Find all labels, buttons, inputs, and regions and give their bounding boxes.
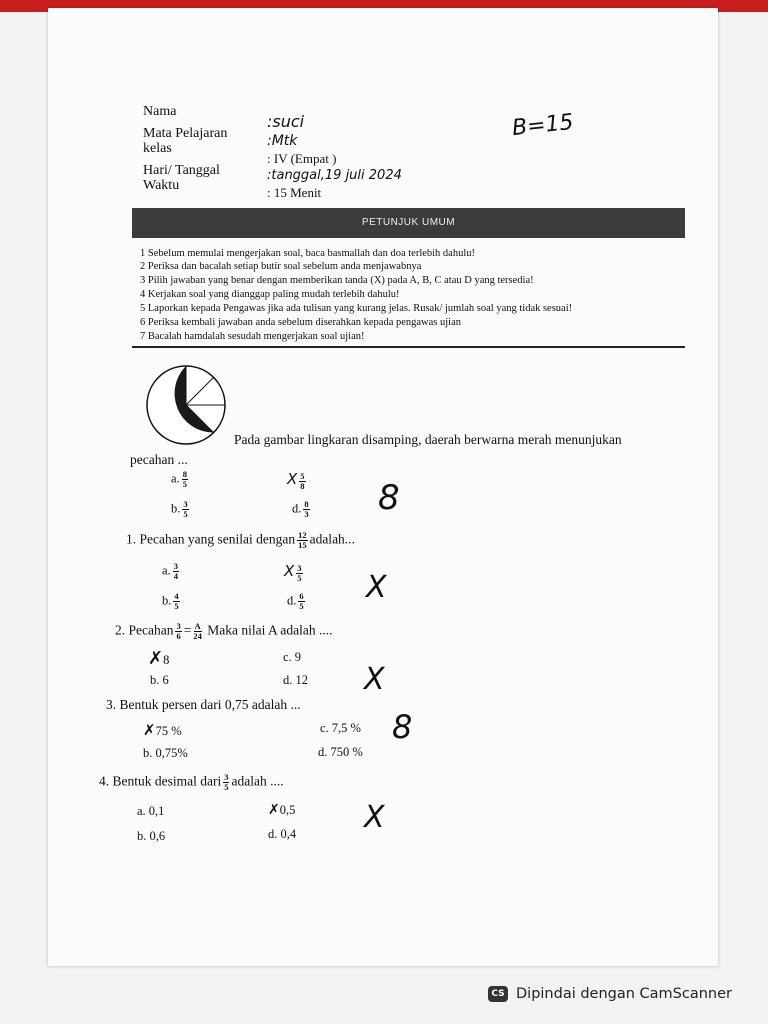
score-note: B=15 — [510, 109, 575, 142]
divider-line — [132, 346, 685, 348]
rule-item: 6 Periksa kembali jawaban anda sebelum diserahkan kepada pengawas ujian — [140, 317, 462, 328]
q1-text: 1. Pecahan yang senilai dengan $\frac{12}{15}$ adalah... — [126, 530, 355, 550]
camscanner-text: Dipindai dengan CamScanner — [516, 986, 733, 1002]
field-value-mapel: :Mtk — [267, 133, 298, 149]
rule-item: 2 Periksa dan bacalah setiap butir soal sebelum anda menjawabnya — [140, 261, 422, 272]
instructions-banner: PETUNJUK UMUM — [132, 208, 685, 238]
field-label-mapel: Mata Pelajaran — [143, 126, 228, 141]
q3-text: 3. Bentuk persen dari 0,75 adalah ... — [106, 697, 301, 712]
q4-option-c: ✗0,5 — [268, 802, 296, 818]
rule-item: 4 Kerjakan soal yang dianggap paling mudah terlebih dahulu! — [140, 289, 400, 300]
q2-option-c: c. 9 — [283, 650, 302, 664]
q4-text: 4. Bentuk desimal dari $\frac{3}{5}$ adalah .... — [99, 772, 284, 792]
q4-option-d: d. 0,4 — [268, 827, 297, 841]
q2-option-a: ✗8 — [148, 648, 170, 669]
q2-text: 2. Pecahan $\frac{3}{6}$ = $\frac{A}{24}$ Maka nilai A adalah .... — [115, 621, 333, 641]
q0-option-b: b. $\frac{3}{5}$ — [171, 499, 188, 519]
q1-option-d: d. $\frac{6}{5}$ — [287, 591, 304, 611]
q3-grade-mark: 8 — [392, 708, 413, 746]
q2-option-d: d. 12 — [283, 673, 308, 687]
rule-item: 7 Bacalah hamdalah sesudah mengerjakan soal ujian! — [140, 331, 365, 342]
camscanner-logo-icon: CS — [488, 986, 508, 1002]
q0-text-line1: Pada gambar lingkaran disamping, daerah berwarna merah menunjukan — [234, 432, 622, 447]
q0-option-d: d. $\frac{8}{3}$ — [292, 499, 309, 519]
q0-grade-mark: 8 — [378, 478, 400, 518]
q1-option-b: b. $\frac{4}{5}$ — [162, 591, 179, 611]
q2-grade-mark: X — [364, 662, 385, 697]
q2-option-b: b. 6 — [150, 673, 169, 687]
q4-grade-mark: X — [364, 800, 385, 835]
q3-option-b: b. 0,75% — [143, 746, 188, 760]
circle-figure — [145, 364, 227, 446]
field-value-nama: :suci — [267, 112, 305, 131]
rule-item: 5 Laporkan kepada Pengawas jika ada tulisan yang kurang jelas. Rusak/ jumlah soal yang tidak sesuai! — [140, 303, 573, 314]
camscanner-footer — [488, 986, 732, 1002]
field-label-kelas: kelas — [143, 141, 172, 156]
field-value-hari: :tanggal,19 juli 2024 — [267, 168, 402, 183]
q0-text-line2: pecahan ... — [130, 452, 188, 467]
field-label-waktu: Waktu — [143, 178, 180, 193]
q0-option-a: a. $\frac{8}{5}$ — [171, 469, 187, 489]
rule-item: 1 Sebelum memulai mengerjakan soal, baca basmallah dan doa terlebih dahulu! — [140, 248, 476, 259]
q3-option-c: c. 7,5 % — [320, 721, 361, 735]
q4-option-a: a. 0,1 — [137, 804, 165, 818]
field-label-hari: Hari/ Tanggal — [143, 163, 220, 178]
q3-option-a: ✗75 % — [143, 721, 182, 739]
field-value-kelas: : IV (Empat ) — [267, 151, 337, 166]
q4-option-b: b. 0,6 — [137, 829, 166, 843]
rule-item: 3 Pilih jawaban yang benar dengan memberikan tanda (X) pada A, B, C atau D yang tersedia! — [140, 275, 534, 286]
q1-option-a: a. $\frac{3}{4}$ — [162, 561, 178, 581]
field-label-nama: Nama — [143, 104, 177, 119]
q0-option-c: X $\frac{5}{8}$ — [287, 470, 305, 491]
field-value-waktu: : 15 Menit — [267, 185, 322, 200]
q1-option-c: X $\frac{3}{5}$ — [284, 562, 302, 583]
q3-option-d: d. 750 % — [318, 745, 363, 759]
q1-grade-mark: X — [366, 570, 387, 605]
